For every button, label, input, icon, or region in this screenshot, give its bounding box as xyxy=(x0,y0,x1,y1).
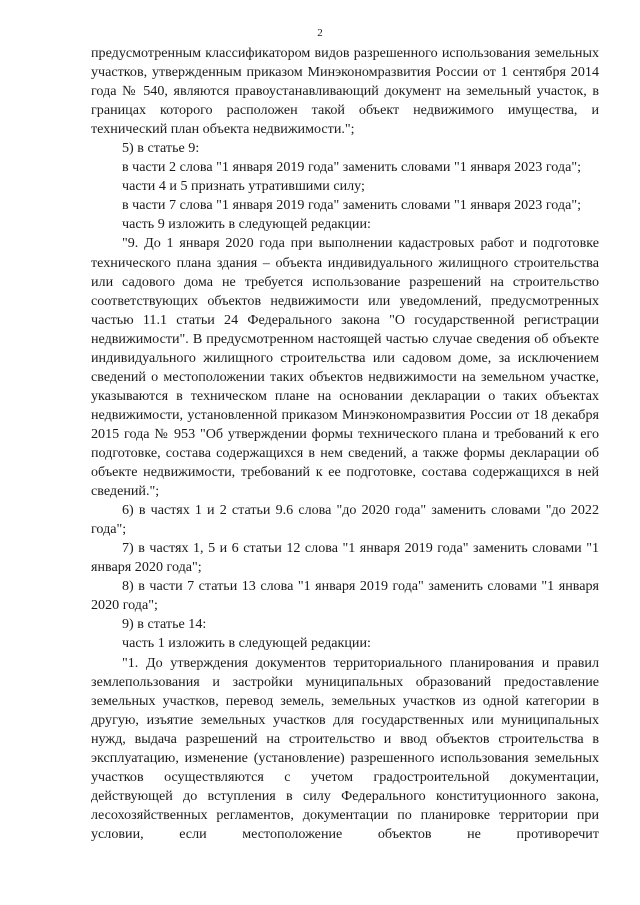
paragraph: 9) в статье 14: xyxy=(122,616,207,633)
paragraph: часть 1 изложить в следующей редакции: xyxy=(122,635,371,652)
paragraph: 6) в частях 1 и 2 статьи 9.6 слова "до 2020 года" заменить словами "до 2022 года"; xyxy=(91,502,599,538)
page-number: 2 xyxy=(317,27,323,39)
paragraph: часть 9 изложить в следующей редакции: xyxy=(122,216,371,233)
paragraph: части 4 и 5 признать утратившими силу; xyxy=(122,178,365,195)
document-body xyxy=(91,44,599,844)
paragraph: "1. До утверждения документов территориального планирования и правил землепользования и застройки муниципальных образований предоставление земельных участков, перевод земель, земельных участков из одной категории в другую, изъятие земельных участков для государственных или муниципальных нужд, выдача разрешений на строительство и ввод объектов строительства в эксплуатацию, изменение (установление) разрешенного использования земельных участков осуществляются с учетом градостроительной документации, действующей до вступления в силу Федерального конституционного закона, лесохозяйственных регламентов, документации по планировке территории при условии, если местоположение объектов не противоречит xyxy=(91,654,599,842)
paragraph: в части 7 слова "1 января 2019 года" заменить словами "1 января 2023 года"; xyxy=(122,197,582,214)
paragraph: "9. До 1 января 2020 года при выполнении кадастровых работ и подготовке технического плана здания – объекта индивидуального жилищного строительства или садового дома не требуется использование разрешений на строительство соответствующих объектов недвижимости или уведомлений, предусмотренных частью 11.1 статьи 24 Федерального закона "О государственной регистрации недвижимости". В предусмотренном настоящей частью случае сведения об объекте индивидуального жилищного строительства или садовом доме, за исключением сведений о местоположении таких объектов недвижимости на земельном участке, указываются в техническом плане на основании декларации о таких объектах недвижимости, установленной приказом Минэкономразвития России от 18 декабря 2015 года № 953 "Об утверждении формы технического плана и требований к его подготовке, состава содержащихся в нем сведений, а также формы декларации об объекте недвижимости, требований к ее подготовке, состава содержащихся в ней сведений."; xyxy=(91,235,599,500)
paragraph: предусмотренным классификатором видов разрешенного использования земельных участков, утвержденным приказом Минэкономразвития России от 1 сентября 2014 года № 540, являются правоустанавливающий документ на земельный участок, в границах которого расположен такой объект недвижимого имущества, и технический план объекта недвижимости."; xyxy=(91,45,599,138)
paragraph: в части 2 слова "1 января 2019 года" заменить словами "1 января 2023 года"; xyxy=(122,159,582,176)
paragraph: 8) в части 7 статьи 13 слова "1 января 2019 года" заменить словами "1 января 2020 года"; xyxy=(91,578,599,614)
paragraph: 7) в частях 1, 5 и 6 статьи 12 слова "1 января 2019 года" заменить словами "1 января 2020 года"; xyxy=(91,540,599,576)
paragraph: 5) в статье 9: xyxy=(122,140,200,157)
